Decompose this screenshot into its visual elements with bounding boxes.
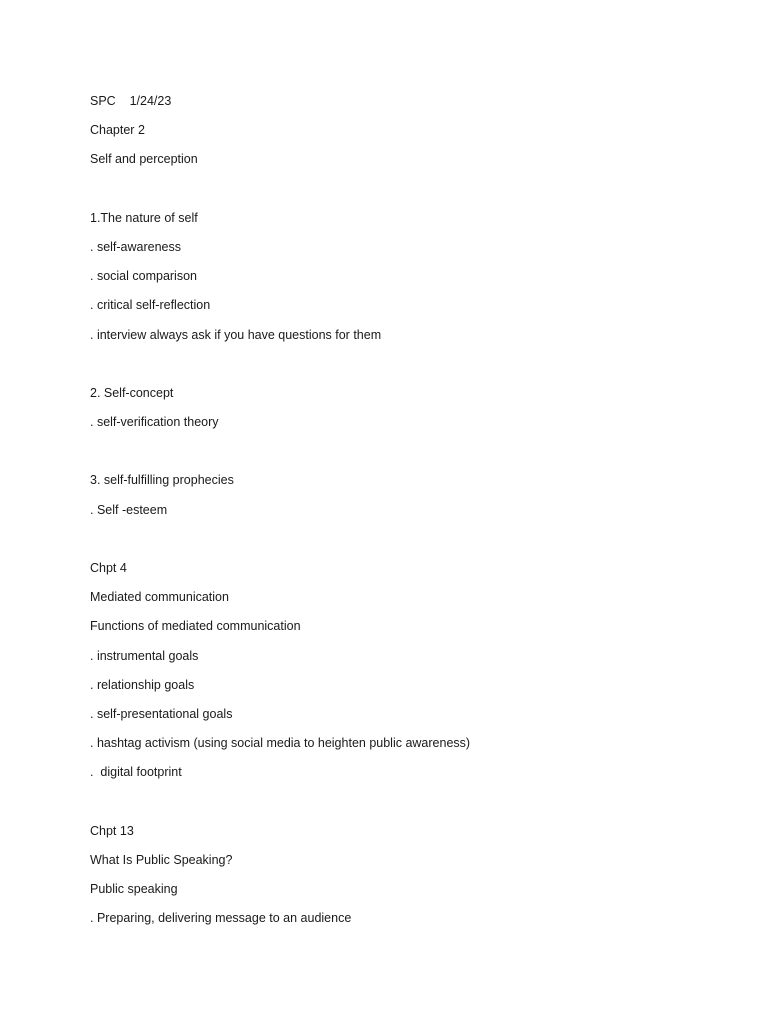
chapter-title: Mediated communication	[90, 590, 229, 605]
section-heading: What Is Public Speaking?	[90, 852, 233, 867]
bullet-item: . self-awareness	[90, 239, 182, 254]
section-heading: Public speaking	[90, 882, 178, 897]
bullet-item: . self-presentational goals	[90, 706, 233, 721]
bullet-item: . Preparing, delivering message to an audience	[90, 911, 352, 926]
blank-line	[90, 181, 690, 210]
bullet-item: . instrumental goals	[90, 648, 199, 663]
bullet-item: . relationship goals	[90, 677, 195, 692]
bullet-item: . critical self-reflection	[90, 298, 211, 313]
header-line: SPC 1/24/23	[90, 94, 172, 108]
chapter-heading: Chpt 4	[90, 561, 127, 575]
blank-line	[90, 531, 690, 560]
document-body	[90, 93, 690, 939]
chapter-title: Self and perception	[90, 152, 198, 167]
bullet-item: . hashtag activism (using social media to heighten public awareness)	[90, 736, 471, 751]
section-heading: 2. Self-concept	[90, 385, 174, 400]
blank-line	[90, 443, 690, 472]
blank-line	[90, 794, 690, 823]
chapter-heading: Chapter 2	[90, 123, 145, 138]
chapter-heading: Chpt 13	[90, 823, 134, 838]
section-heading: 1.The nature of self	[90, 210, 198, 225]
bullet-item: . self-verification theory	[90, 415, 219, 430]
bullet-item: . interview always ask if you have questions for them	[90, 327, 382, 342]
section-heading: Functions of mediated communication	[90, 619, 301, 634]
section-heading: 3. self-fulfilling prophecies	[90, 473, 234, 488]
blank-line	[90, 356, 690, 385]
bullet-item: . Self -esteem	[90, 502, 168, 517]
bullet-item: . digital footprint	[90, 765, 182, 780]
bullet-item: . social comparison	[90, 269, 197, 284]
